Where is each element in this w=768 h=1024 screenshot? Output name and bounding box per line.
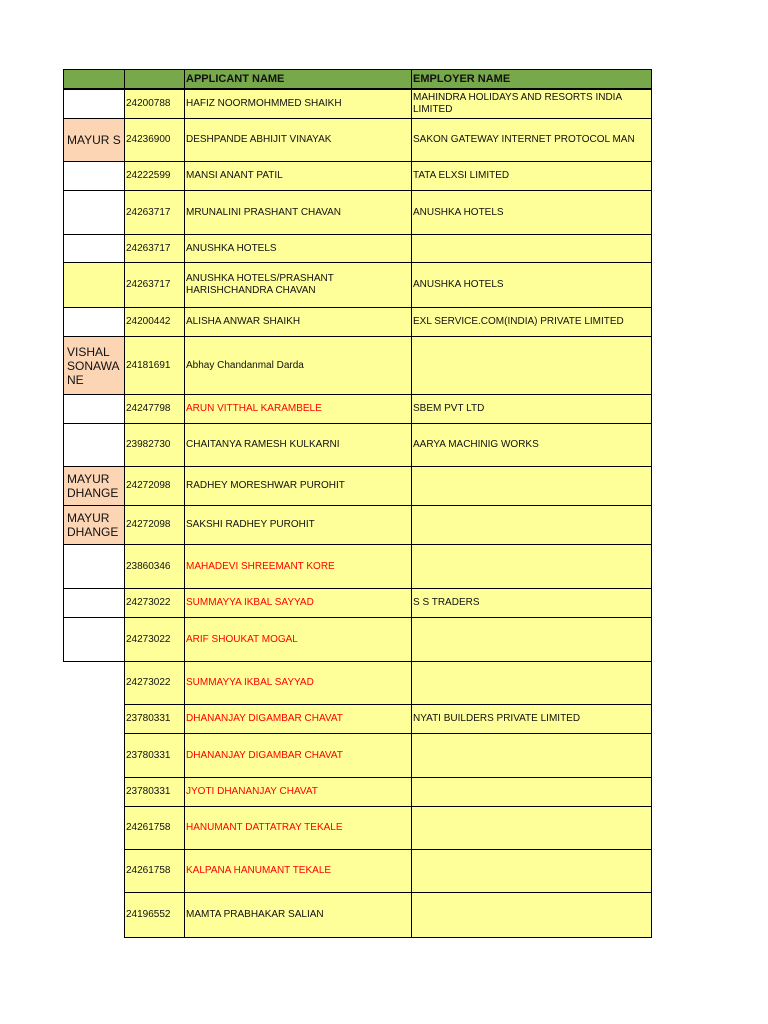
- row-13-employer-cell: [411, 544, 652, 589]
- row-15-employer-cell: [411, 617, 652, 662]
- row-4-assignee-cell: [63, 190, 125, 235]
- application-id: 24200442: [126, 316, 171, 327]
- row-1-assignee-cell: [63, 89, 125, 119]
- application-id: 24236900: [126, 134, 171, 145]
- row-14-applicant-cell: [184, 588, 412, 618]
- header-id-cell: [124, 69, 185, 89]
- employer-name: MAHINDRA HOLIDAYS AND RESORTS INDIA LIMITED: [413, 92, 622, 115]
- row-6-assignee-cell: [63, 262, 125, 308]
- header-assignee-cell: [63, 69, 125, 89]
- application-id: 24263717: [126, 242, 171, 254]
- row-11-applicant-cell: [184, 466, 412, 506]
- applicant-name: DHANANJAY DIGAMBAR CHAVAT: [186, 749, 343, 761]
- row-9-applicant-cell: [184, 394, 412, 424]
- row-3-assignee-cell: [63, 161, 125, 191]
- row-19-applicant-cell: [184, 777, 412, 807]
- application-id: 23780331: [126, 749, 171, 761]
- row-3-id-cell: [124, 161, 185, 191]
- applicant-name: ALISHA ANWAR SHAIKH: [186, 316, 301, 327]
- application-id: 24273022: [126, 597, 171, 608]
- row-18-id-cell: [124, 733, 185, 778]
- applicant-name: DHANANJAY DIGAMBAR CHAVAT: [186, 713, 343, 724]
- row-10-applicant-cell: [184, 423, 412, 467]
- application-id: 24272098: [126, 480, 171, 491]
- row-20-id-cell: [124, 806, 185, 850]
- row-11-assignee-cell: [63, 466, 125, 506]
- employer-name: TATA ELXSI LIMITED: [413, 170, 510, 181]
- row-10-id-cell: [124, 423, 185, 467]
- row-3-employer-cell: [411, 161, 652, 191]
- application-id: 24273022: [126, 633, 171, 645]
- row-12-employer-cell: [411, 505, 652, 545]
- row-17-id-cell: [124, 704, 185, 734]
- assignee-name: MAYUR DHANGE: [67, 472, 119, 500]
- row-14-assignee-cell: [63, 588, 125, 618]
- row-3-applicant-cell: [184, 161, 412, 191]
- row-19-employer-cell: [411, 777, 652, 807]
- application-id: 24261758: [126, 822, 171, 833]
- row-8-employer-cell: [411, 336, 652, 395]
- application-id: 24200788: [126, 98, 171, 109]
- row-15-applicant-cell: [184, 617, 412, 662]
- row-22-id-cell: [124, 892, 185, 938]
- employer-name: AARYA MACHINIG WORKS: [413, 439, 539, 450]
- row-15-assignee-cell: [63, 617, 125, 662]
- row-16-id-cell: [124, 661, 185, 705]
- employer-name: ANUSHKA HOTELS: [413, 279, 504, 290]
- row-11-employer-cell: [411, 466, 652, 506]
- row-10-employer-cell: [411, 423, 652, 467]
- row-13-id-cell: [124, 544, 185, 589]
- row-10-assignee-cell: [63, 423, 125, 467]
- application-id: 24263717: [126, 206, 171, 218]
- row-18-applicant-cell: [184, 733, 412, 778]
- applicant-name: DESHPANDE ABHIJIT VINAYAK: [186, 134, 332, 145]
- row-1-applicant-cell: [184, 89, 412, 119]
- assignee-name: VISHAL SONAWA NE: [67, 344, 119, 387]
- applicant-name: CHAITANYA RAMESH KULKARNI: [186, 439, 340, 450]
- applicant-name: HANUMANT DATTATRAY TEKALE: [186, 822, 343, 833]
- application-id: 24222599: [126, 170, 171, 181]
- application-id: 24261758: [126, 865, 171, 876]
- row-22-applicant-cell: [184, 892, 412, 938]
- application-id: 23982730: [126, 439, 171, 450]
- employer-name: EXL SERVICE.COM(INDIA) PRIVATE LIMITED: [413, 316, 624, 327]
- application-id: 23780331: [126, 786, 171, 797]
- applicant-name: ANUSHKA HOTELS: [186, 242, 277, 254]
- row-14-employer-cell: [411, 588, 652, 618]
- row-8-applicant-cell: [184, 336, 412, 395]
- row-12-assignee-cell: [63, 505, 125, 545]
- row-20-employer-cell: [411, 806, 652, 850]
- row-17-applicant-cell: [184, 704, 412, 734]
- header-applicant-cell: [184, 69, 412, 89]
- row-22-employer-cell: [411, 892, 652, 938]
- applicant-name: SUMMAYYA IKBAL SAYYAD: [186, 597, 314, 608]
- row-1-employer-cell: [411, 89, 652, 119]
- row-13-applicant-cell: [184, 544, 412, 589]
- row-21-applicant-cell: [184, 849, 412, 893]
- application-id: 24273022: [126, 677, 171, 688]
- row-20-applicant-cell: [184, 806, 412, 850]
- assignee-name: MAYUR DHANGE: [67, 511, 119, 539]
- applicant-name: ARUN VITTHAL KARAMBELE: [186, 403, 322, 414]
- applicant-name: JYOTI DHANANJAY CHAVAT: [186, 786, 318, 797]
- employer-name: NYATI BUILDERS PRIVATE LIMITED: [413, 713, 581, 724]
- applicant-name: HAFIZ NOORMOHMMED SHAIKH: [186, 98, 342, 109]
- applicant-name: ARIF SHOUKAT MOGAL: [186, 633, 298, 645]
- row-5-employer-cell: [411, 234, 652, 263]
- applicant-name: MAMTA PRABHAKAR SALIAN: [186, 909, 324, 920]
- application-id: 24272098: [126, 519, 171, 530]
- employer-name: ANUSHKA HOTELS: [413, 206, 504, 218]
- row-8-id-cell: [124, 336, 185, 395]
- row-17-employer-cell: [411, 704, 652, 734]
- row-12-applicant-cell: [184, 505, 412, 545]
- row-4-applicant-cell: [184, 190, 412, 235]
- row-7-applicant-cell: [184, 307, 412, 337]
- row-5-applicant-cell: [184, 234, 412, 263]
- application-id: 24247798: [126, 403, 171, 414]
- row-2-employer-cell: [411, 118, 652, 162]
- row-7-id-cell: [124, 307, 185, 337]
- row-8-assignee-cell: [63, 336, 125, 395]
- employer-name: SAKON GATEWAY INTERNET PROTOCOL MAN: [413, 134, 635, 145]
- row-9-employer-cell: [411, 394, 652, 424]
- row-18-employer-cell: [411, 733, 652, 778]
- row-6-employer-cell: [411, 262, 652, 308]
- row-16-employer-cell: [411, 661, 652, 705]
- row-9-id-cell: [124, 394, 185, 424]
- header-employer-cell: [411, 69, 652, 89]
- applicant-name: MAHADEVI SHREEMANT KORE: [186, 560, 335, 572]
- row-16-applicant-cell: [184, 661, 412, 705]
- applicant-name: MRUNALINI PRASHANT CHAVAN: [186, 206, 342, 218]
- row-4-id-cell: [124, 190, 185, 235]
- applicant-name: SUMMAYYA IKBAL SAYYAD: [186, 677, 314, 688]
- header-applicant-name: APPLICANT NAME: [186, 73, 285, 85]
- application-id: 23780331: [126, 713, 171, 724]
- assignee-name: MAYUR S: [67, 133, 121, 147]
- row-15-id-cell: [124, 617, 185, 662]
- row-21-employer-cell: [411, 849, 652, 893]
- application-id: 24263717: [126, 279, 171, 290]
- row-13-assignee-cell: [63, 544, 125, 589]
- header-employer-name: EMPLOYER NAME: [413, 73, 511, 85]
- row-6-applicant-cell: [184, 262, 412, 308]
- row-4-employer-cell: [411, 190, 652, 235]
- applicant-name: MANSI ANANT PATIL: [186, 170, 283, 181]
- row-14-id-cell: [124, 588, 185, 618]
- row-7-employer-cell: [411, 307, 652, 337]
- applicant-name: RADHEY MORESHWAR PUROHIT: [186, 480, 345, 491]
- employer-name: S S TRADERS: [413, 597, 480, 608]
- row-6-id-cell: [124, 262, 185, 308]
- applicant-name: KALPANA HANUMANT TEKALE: [186, 865, 332, 876]
- row-2-id-cell: [124, 118, 185, 162]
- row-12-id-cell: [124, 505, 185, 545]
- row-2-assignee-cell: [63, 118, 125, 162]
- row-19-id-cell: [124, 777, 185, 807]
- row-5-assignee-cell: [63, 234, 125, 263]
- row-7-assignee-cell: [63, 307, 125, 337]
- row-11-id-cell: [124, 466, 185, 506]
- employer-name: SBEM PVT LTD: [413, 403, 485, 414]
- application-id: 23860346: [126, 560, 171, 572]
- row-2-applicant-cell: [184, 118, 412, 162]
- application-id: 24196552: [126, 909, 171, 920]
- application-id: 24181691: [126, 359, 171, 371]
- applicant-name: SAKSHI RADHEY PUROHIT: [186, 519, 315, 530]
- row-5-id-cell: [124, 234, 185, 263]
- row-1-id-cell: [124, 89, 185, 119]
- row-9-assignee-cell: [63, 394, 125, 424]
- applicant-name: Abhay Chandanmal Darda: [186, 359, 304, 371]
- applicant-name: ANUSHKA HOTELS/PRASHANT HARISHCHANDRA CHAVAN: [186, 273, 334, 296]
- row-21-id-cell: [124, 849, 185, 893]
